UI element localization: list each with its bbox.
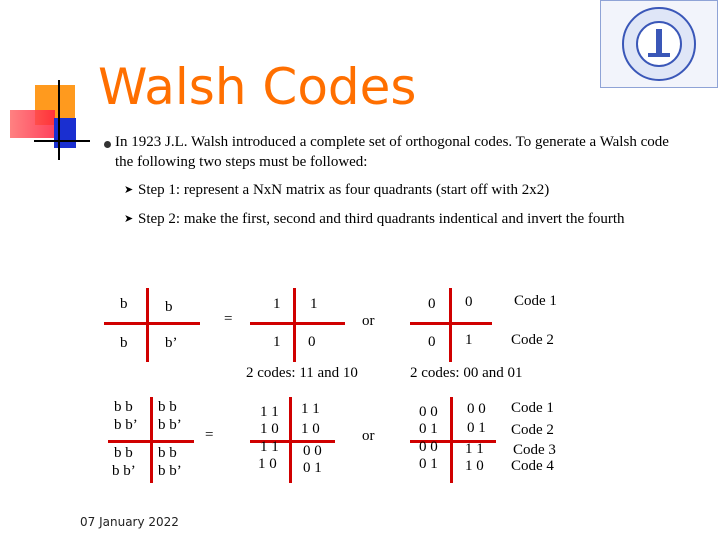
matrix2-m1-cell: 1 <box>273 334 281 350</box>
matrix4-m2-cell: 0 1 <box>419 456 438 472</box>
bullet-main: In 1923 J.L. Walsh introduced a complete set of orthogonal codes. To generate a Walsh code the following two steps must be followed: <box>115 134 669 170</box>
matrix2-m1-vline <box>293 288 296 362</box>
matrix4-m2-cell: 0 0 <box>419 404 438 420</box>
matrix4-generic-cell: b b’ <box>114 417 138 433</box>
matrix2-generic-cell: b’ <box>165 335 178 351</box>
matrix4-m1-cell: 1 0 <box>301 421 320 437</box>
matrix2-m1-cell: 1 <box>273 296 281 312</box>
matrix2-m2-hline <box>410 322 492 325</box>
step1-text: Step 1: represent a NxN matrix as four quadrants (start off with 2x2) <box>138 182 550 198</box>
matrix2-m1-cell: 1 <box>310 296 318 312</box>
or-text: or <box>362 428 375 444</box>
matrix2-generic-cell: b <box>120 335 128 351</box>
matrix4-m2-cell: 0 1 <box>467 420 486 436</box>
matrix4-m1-cell: 1 1 <box>301 401 320 417</box>
matrix2-generic-hline <box>104 322 200 325</box>
decorative-squares <box>10 80 90 160</box>
matrix4-m2-cell: 1 0 <box>465 458 484 474</box>
code-label: Code 2 <box>511 332 554 348</box>
step2-text: Step 2: make the first, second and third quadrants indentical and invert the fourth <box>138 211 625 227</box>
matrix4-m1-cell: 1 0 <box>258 456 277 472</box>
matrix2-m2-cell: 1 <box>465 332 473 348</box>
matrix2-generic-vline <box>146 288 149 362</box>
matrix4-generic-cell: b b’ <box>158 417 182 433</box>
matrix4-m1-cell: 1 0 <box>260 421 279 437</box>
matrix2-m1-hline <box>250 322 345 325</box>
matrix2-m1-cell: 0 <box>308 334 316 350</box>
matrix2-m2-vline <box>449 288 452 362</box>
caption-2codes-2: 2 codes: 00 and 01 <box>410 365 523 381</box>
matrix2-m2-cell: 0 <box>428 334 436 350</box>
matrix2-m2-cell: 0 <box>465 294 473 310</box>
or-text: or <box>362 313 375 329</box>
matrix4-generic-cell: b b <box>114 399 133 415</box>
slide-date: 07 January 2022 <box>80 515 179 529</box>
matrix4-generic-cell: b b’ <box>112 463 136 479</box>
caption-2codes-1: 2 codes: 11 and 10 <box>246 365 358 381</box>
matrix4-m2-cell: 0 0 <box>467 401 486 417</box>
matrix2-m2-cell: 0 <box>428 296 436 312</box>
matrix4-generic-cell: b b <box>114 445 133 461</box>
university-seal-logo <box>600 0 718 88</box>
bullet-dot <box>104 141 111 148</box>
matrix4-m2-cell: 0 1 <box>419 421 438 437</box>
equals-sign: = <box>224 311 233 327</box>
matrix4-m1-cell: 1 1 <box>260 439 279 455</box>
step2-arrow-icon: ➤ <box>124 213 134 225</box>
matrix2-generic-cell: b <box>165 299 173 315</box>
matrix4-m2-cell: 1 1 <box>465 441 484 457</box>
step1-arrow-icon: ➤ <box>124 184 134 196</box>
matrix2-generic-cell: b <box>120 296 128 312</box>
code-label: Code 4 <box>511 458 554 474</box>
matrix4-generic-cell: b b’ <box>158 463 182 479</box>
matrix4-m1-cell: 1 1 <box>260 404 279 420</box>
equals-sign: = <box>205 427 214 443</box>
matrix4-generic-cell: b b <box>158 445 177 461</box>
code-label: Code 2 <box>511 422 554 438</box>
slide-title: Walsh Codes <box>98 58 417 116</box>
matrix4-m2-cell: 0 0 <box>419 439 438 455</box>
matrix4-generic-cell: b b <box>158 399 177 415</box>
code-label: Code 3 <box>513 442 556 458</box>
matrix4-m1-cell: 0 1 <box>303 460 322 476</box>
code-label: Code 1 <box>514 293 557 309</box>
matrix4-generic-hline <box>108 440 194 443</box>
matrix4-m1-cell: 0 0 <box>303 443 322 459</box>
code-label: Code 1 <box>511 400 554 416</box>
